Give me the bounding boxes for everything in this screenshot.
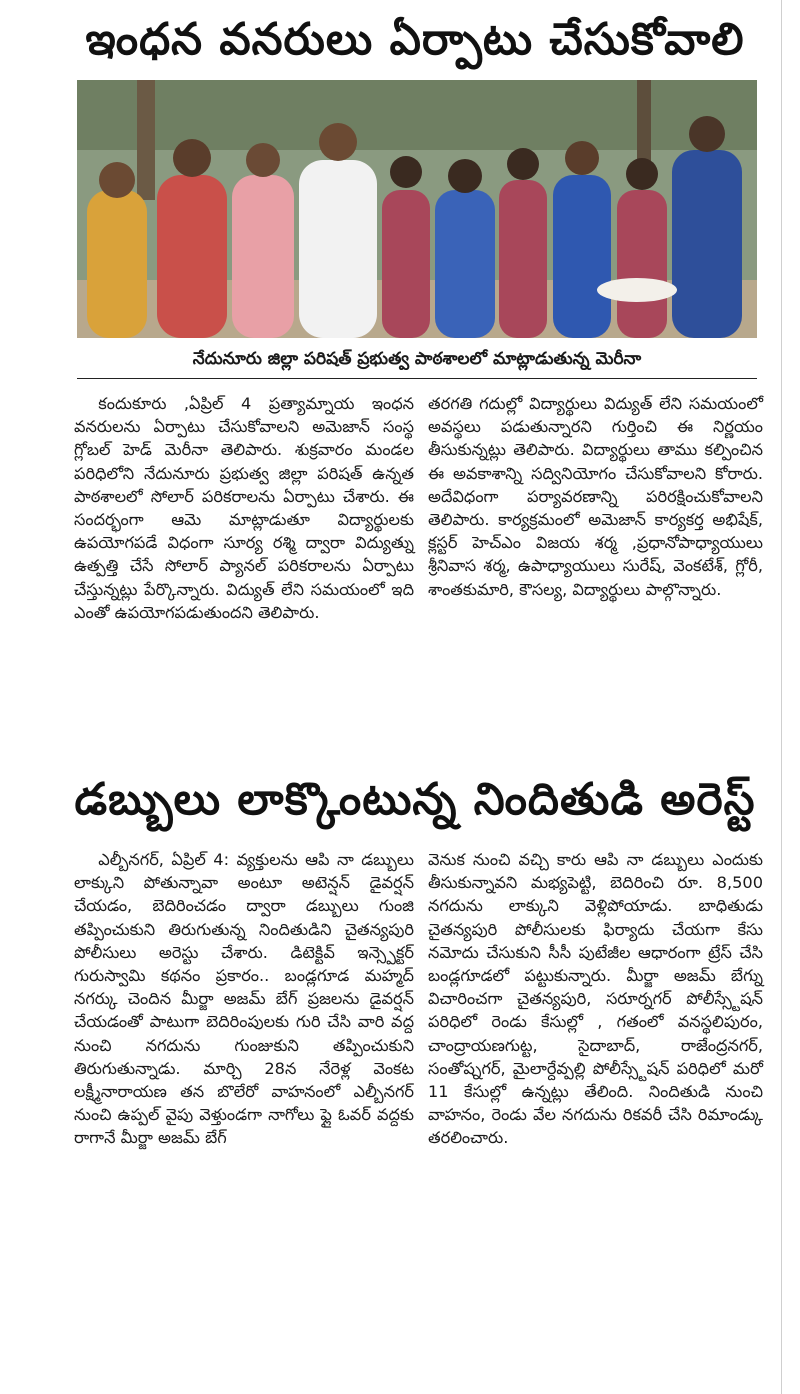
- group-photo-illustration: [77, 80, 757, 338]
- article1-photo: [77, 80, 757, 338]
- article2-headline: డబ్బులు లాక్కొంటున్న నిందితుడి అరెస్ట్: [74, 774, 756, 825]
- article1-body-left: కందుకూరు ,ఏప్రిల్ 4 ప్రత్యామ్నాయ ఇంధన వనరులను ఏర్పాటు చేసుకోవాలని అమెజాన్ సంస్థ గ్లోబల్ హెడ్ మెరీనా తెలిపారు. శుక్రవారం మండల పరిధిలోని నేదునూరు ప్రభుత్వ జిల్లా పరిషత్ ఉన్నత పాఠశాలలో సోలార్ పరికరాలను ఏర్పాటు చేశారు. ఈ సందర్భంగా ఆమె మాట్లాడుతూ విద్యార్థులకు ఉపయోగపడే విధంగా సూర్య రశ్మి ద్వారా విద్యుత్ను ఉత్పత్తి చేసే సోలార్ ప్యానల్ పరికరాలను ఏర్పాటు చేస్తున్నట్లు పేర్కొన్నారు. విద్యుత్ లేని సమయంలో ఇది ఎంతో ఉపయోగపడుతుందని తెలిపారు.: [74, 394, 414, 622]
- page-edge-rule: [781, 0, 782, 1394]
- article1-column-right: [428, 392, 763, 601]
- article2-column-right: [428, 848, 763, 1150]
- article1-body-right: తరగతి గదుల్లో విద్యార్థులు విద్యుత్ లేని సమయంలో అవస్థలు పడుతున్నారని గుర్తించి ఈ నిర్ణయం తీసుకున్నట్లు తెలిపారు. విద్యార్థులు తాము కల్పించిన ఈ అవకాశాన్ని సద్వినియోగం చేసుకోవాలని కోరారు. అదేవిధంగా పర్యావరణాన్ని పరిరక్షించుకోవాలని తెలిపారు. కార్యక్రమంలో అమెజాన్ కార్యకర్త అభిషేక్, క్లస్టర్ హెచ్ఎం విజయ శర్మ ,ప్రధానోపాధ్యాయులు శ్రీనివాస శర్మ, ఉపాధ్యాయులు సురేష్, వెంకటేశ్, గ్లోరీ, శాంతకుమారి, కౌసల్య, విద్యార్థులు పాల్గొన్నారు.: [428, 394, 763, 599]
- article1-headline: ఇంధన వనరులు ఏర్పాటు చేసుకోవాలి: [85, 14, 745, 65]
- article1-photo-caption: నేదునూరు జిల్లా పరిషత్ ప్రభుత్వ పాఠశాలలో మాట్లాడుతున్న మెరీనా: [77, 340, 757, 379]
- article2-body-right: వెనుక నుంచి వచ్చి కారు ఆపి నా డబ్బులు ఎందుకు తీసుకున్నావని మభ్యపెట్టి, బెదిరించి రూ. 8,500 నగదును లాక్కుని వెళ్లిపోయాడు. బాధితుడు చైతన్యపురి పోలీసులకు ఫిర్యాదు చేయగా కేసు నమోదు చేసుకుని సీసీ పుటేజీల ఆధారంగా ట్రేస్ చేసి బండ్లగూడలో పట్టుకున్నారు. మీర్జా అజమ్ బేగ్ను విచారించగా చైతన్యపురి, సరూర్నగర్ పోలీస్స్టేషన్ పరిధిలో రెండు కేసుల్లో , గతంలో వనస్థలిపురం, చాంద్రాయణగుట్ట, సైదాబాద్, రాజేంద్రనగర్, సంతోష్నగర్, మైలార్దేవ్పల్లి పోలీస్స్టేషన్ పరిధిలో మరో 11 కేసుల్లో ఉన్నట్లు తేలింది. నిందితుడి నుంచి వాహనం, రెండు వేల నగదును రికవరీ చేసి రిమాండ్కు తరలించారు.: [428, 850, 763, 1148]
- article2-body-left: ఎల్బీనగర్, ఏప్రిల్ 4: వ్యక్తులను ఆపి నా డబ్బులు లాక్కుని పోతున్నావా అంటూ అటెన్షన్ డైవర్షన్ చేయడం, బెదిరించడం ద్వారా డబ్బులు గుంజి తప్పించుకుని తిరుగుతున్న నిందితుడిని చైతన్యపురి పోలీసులు అరెస్టు చేశారు. డిటెక్టివ్ ఇన్స్పెక్టర్ గురుస్వామి కథనం ప్రకారం.. బండ్లగూడ మహ్మద్ నగర్కు చెందిన మీర్జా అజమ్ బేగ్ ప్రజలను డైవర్షన్ చేయడంతో పాటుగా బెదిరింపులకు గురి చేసి వారి వద్ద నుంచి నగదును గుంజుకుని తప్పించుకుని తిరుగుతున్నాడు. మార్చి 28న నేరెళ్ల వెంకట లక్ష్మీనారాయణ తన బొలేరో వాహనంలో ఎల్బీనగర్ నుంచి ఉప్పల్ వైపు వెళ్తుండగా నాగోలు ఫ్లై ఓవర్ వద్దకు రాగానే మీర్జా అజమ్ బేగ్: [74, 850, 414, 1148]
- article2-column-left: [74, 848, 414, 1150]
- article1-column-left: [74, 392, 414, 624]
